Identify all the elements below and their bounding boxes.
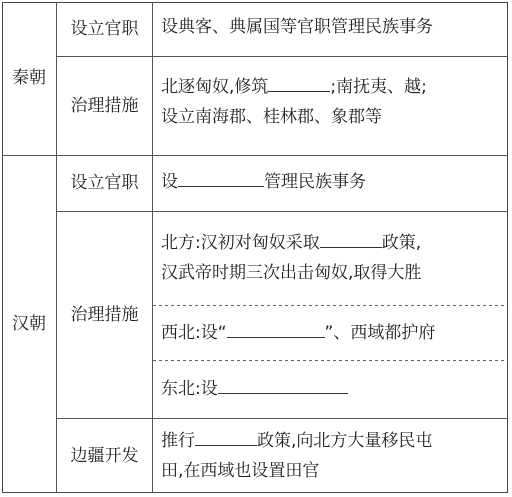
han-frontier-label: 边疆开发 [70, 445, 139, 466]
han-frontier-text [161, 426, 506, 486]
han-northwest-text: 西北:设“ ”、西域都护府 [161, 320, 506, 346]
qin-officials-label: 设立官职 [70, 18, 139, 39]
blank-field [320, 230, 382, 248]
blank-field [178, 169, 264, 187]
han-north-line-1: 北方:汉初对匈奴采取 政策, [161, 228, 506, 258]
blank-field [268, 74, 330, 92]
han-officials-label: 设立官职 [70, 173, 139, 194]
blank-field [227, 320, 325, 338]
dynasty-han-label: 汉朝 [12, 314, 46, 335]
column-divider-2 [152, 2, 153, 493]
han-northeast-text: 东北:设 [161, 376, 506, 402]
dynasty-qin [2, 2, 56, 155]
han-officials-text: 设 管理民族事务 [161, 169, 506, 195]
blank-field [195, 428, 257, 446]
dynasty-qin-label: 秦朝 [12, 68, 46, 89]
han-sub-divider-2 [153, 360, 508, 361]
han-governance-label: 治理措施 [70, 304, 139, 325]
qin-governance-text [161, 72, 506, 132]
han-frontier-line-2: 田,在西域也设置田官 [161, 461, 320, 481]
qin-governance-label: 治理措施 [70, 95, 139, 116]
blank-field [218, 376, 348, 394]
qin-governance-line-2: 设立南海郡、桂林郡、象郡等 [161, 107, 382, 127]
han-frontier-line-1: 推行 政策,向北方大量移民屯 [161, 426, 506, 456]
qin-governance-line-1: 北逐匈奴,修筑 ;南抚夷、越; [161, 72, 506, 102]
qin-officials-text: 设典客、典属国等官职管理民族事务 [161, 17, 433, 37]
han-north-line-2: 汉武帝时期三次出击匈奴,取得大胜 [161, 263, 422, 283]
han-sub-divider-1 [153, 305, 508, 306]
han-north-text [161, 228, 506, 288]
dynasty-han [2, 156, 56, 493]
